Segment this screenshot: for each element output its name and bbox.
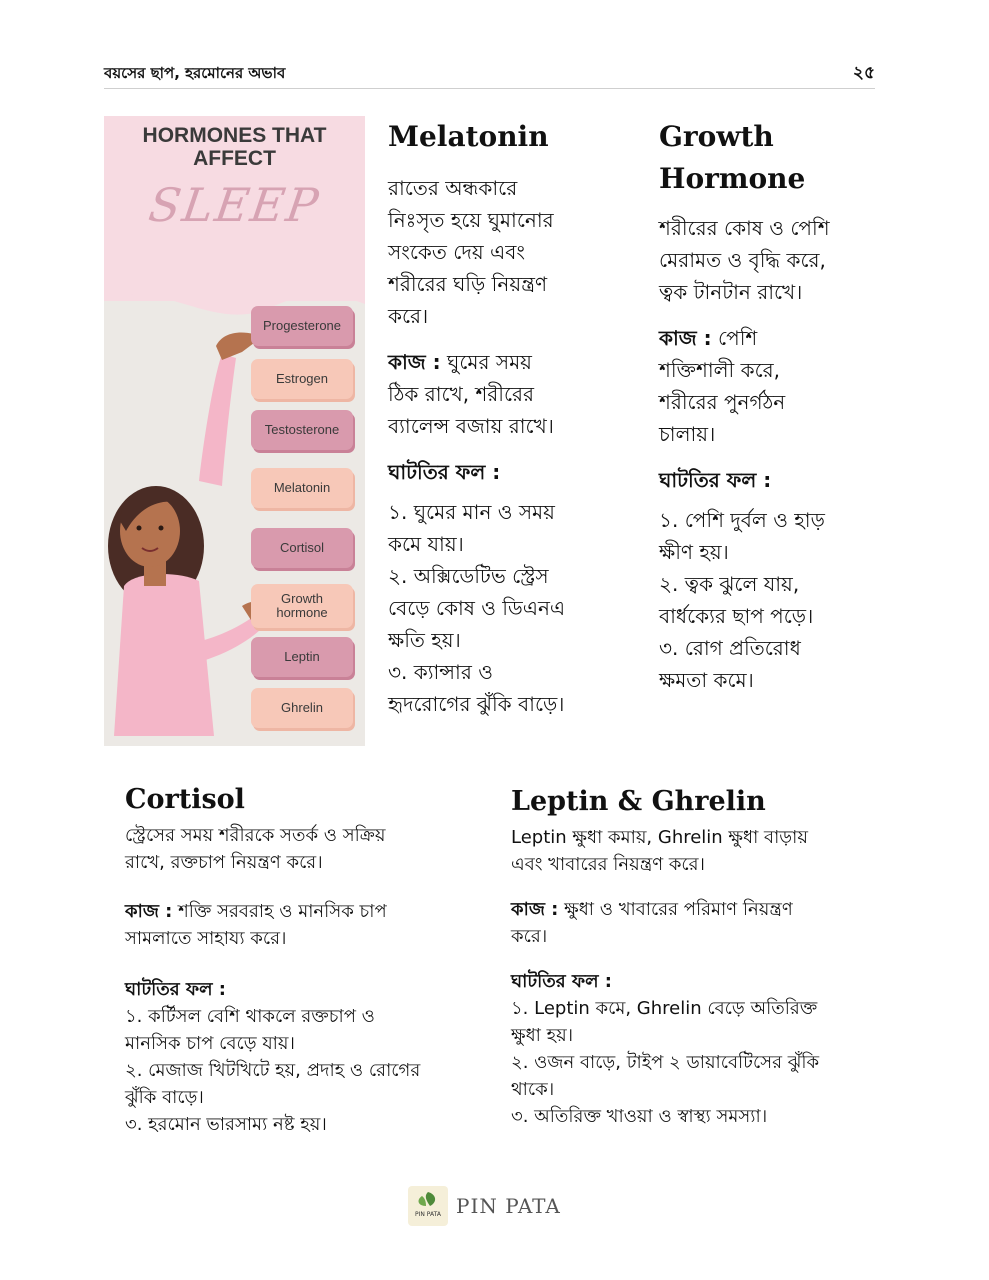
melatonin-deficit-line: ২. অক্সিডেটিভ স্ট্রেস: [388, 564, 549, 588]
leptin-work-line: করে।: [511, 926, 548, 947]
svg-text:PIN PATA: PIN PATA: [415, 1211, 441, 1218]
hormones-infographic: [104, 116, 365, 746]
melatonin-work-line: ব্যালেন্স বজায় রাখে।: [388, 414, 554, 438]
pill-ghrelin: Ghrelin: [251, 688, 353, 728]
melatonin-deficit-line: হৃদরোগের ঝুঁকি বাড়ে।: [388, 692, 565, 716]
infographic-sleep-word: SLEEP: [145, 178, 324, 232]
pin-pata-logo-icon: [408, 1186, 448, 1226]
leptin-desc-line: এবং খাবারের নিয়ন্ত্রণ করে।: [511, 854, 705, 875]
infographic-title: [104, 124, 365, 170]
growth-work-line: পেশি: [718, 326, 758, 350]
growth-deficit-line: ক্ষমতা কমে।: [659, 668, 754, 692]
cortisol-desc-line: রাখে, রক্তচাপ নিয়ন্ত্রণ করে।: [125, 852, 323, 873]
melatonin-work-line: ঘুমের সময়: [447, 350, 532, 374]
leptin-ghrelin-heading: Leptin & Ghrelin: [511, 786, 766, 817]
melatonin-body: [388, 172, 628, 720]
growth-deficit-line: ২. ত্বক ঝুলে যায়,: [659, 572, 800, 596]
growth-hormone-heading: [659, 116, 805, 200]
melatonin-desc-line: নিঃসৃত হয়ে ঘুমানোর: [388, 208, 554, 232]
melatonin-desc-line: শরীরের ঘড়ি নিয়ন্ত্রণ: [388, 272, 548, 296]
cortisol-deficit-line: ২. মেজাজ খিটখিটে হয়, প্রদাহ ও রোগের: [125, 1060, 421, 1081]
leptin-ghrelin-body: [511, 824, 891, 1130]
cortisol-body: [125, 822, 495, 1138]
pill-melatonin: Melatonin: [251, 468, 353, 508]
growth-heading-line1: Growth: [659, 120, 774, 153]
growth-desc-line: ত্বক টানটান রাখে।: [659, 280, 803, 304]
leptin-desc-line: Leptin ক্ষুধা কমায়, Ghrelin ক্ষুধা বাড়ায়: [511, 827, 808, 848]
leptin-deficit-line: ২. ওজন বাড়ে, টাইপ ২ ডায়াবেটিসের ঝুঁকি: [511, 1052, 820, 1073]
growth-work-line: চালায়।: [659, 422, 716, 446]
leptin-deficit-line: ক্ষুধা হয়।: [511, 1025, 574, 1046]
growth-deficit-label: ঘাটতির ফল :: [659, 468, 772, 492]
growth-heading-line2: Hormone: [659, 162, 806, 195]
melatonin-heading: Melatonin: [388, 120, 549, 153]
melatonin-desc-line: করে।: [388, 304, 429, 328]
growth-desc-line: মেরামত ও বৃদ্ধি করে,: [659, 248, 826, 272]
page-number: ২৫: [852, 63, 875, 83]
growth-deficit-line: ক্ষীণ হয়।: [659, 540, 729, 564]
growth-work-line: শক্তিশালী করে,: [659, 358, 780, 382]
cortisol-work-line: সামলাতে সাহায্য করে।: [125, 928, 287, 949]
pill-progesterone: Progesterone: [251, 306, 353, 346]
growth-hormone-body: [659, 212, 889, 696]
melatonin-deficit-label: ঘাটতির ফল :: [388, 460, 501, 484]
cortisol-deficit-line: ৩. হরমোন ভারসাম্য নষ্ট হয়।: [125, 1114, 327, 1135]
cortisol-work-label: কাজ :: [125, 901, 173, 922]
growth-deficit-line: ১. পেশি দুর্বল ও হাড়: [659, 508, 825, 532]
pill-estrogen: Estrogen: [251, 359, 353, 399]
melatonin-desc-line: রাতের অন্ধকারে: [388, 176, 518, 200]
melatonin-work-label: কাজ :: [388, 350, 441, 374]
leptin-deficit-label: ঘাটতির ফল :: [511, 971, 613, 992]
page-footer: [408, 1186, 561, 1226]
cortisol-deficit-line: মানসিক চাপ বেড়ে যায়।: [125, 1033, 295, 1054]
melatonin-work-line: ঠিক রাখে, শরীরের: [388, 382, 535, 406]
pill-leptin: Leptin: [251, 637, 353, 677]
growth-deficit-line: বার্ধক্যের ছাপ পড়ে।: [659, 604, 814, 628]
melatonin-deficit-line: ক্ষতি হয়।: [388, 628, 461, 652]
growth-work-label: কাজ :: [659, 326, 712, 350]
cortisol-heading: Cortisol: [125, 784, 245, 815]
infographic-title-line2: AFFECT: [193, 147, 276, 170]
leptin-work-label: কাজ :: [511, 899, 559, 920]
cortisol-deficit-line: ঝুঁকি বাড়ে।: [125, 1087, 204, 1108]
leptin-deficit-line: থাকে।: [511, 1079, 555, 1100]
growth-work-line: শরীরের পুনর্গঠন: [659, 390, 786, 414]
growth-desc-line: শরীরের কোষ ও পেশি: [659, 216, 830, 240]
melatonin-deficit-line: ১. ঘুমের মান ও সময়: [388, 500, 555, 524]
brand-name: PIN PATA: [456, 1194, 561, 1218]
leptin-work-line: ক্ষুধা ও খাবারের পরিমাণ নিয়ন্ত্রণ: [564, 899, 793, 920]
pill-growth-hormone: Growth hormone: [251, 584, 353, 628]
infographic-title-line1: HORMONES THAT: [142, 124, 327, 147]
melatonin-deficit-line: কমে যায়।: [388, 532, 464, 556]
cortisol-work-line: শক্তি সরবরাহ ও মানসিক চাপ: [178, 901, 387, 922]
leptin-deficit-line: ১. Leptin কমে, Ghrelin বেড়ে অতিরিক্ত: [511, 998, 818, 1019]
growth-deficit-line: ৩. রোগ প্রতিরোধ: [659, 636, 801, 660]
pill-cortisol: Cortisol: [251, 528, 353, 568]
running-title: বয়সের ছাপ, হরমোনের অভাব: [104, 64, 286, 82]
cortisol-deficit-line: ১. কর্টিসল বেশি থাকলে রক্তচাপ ও: [125, 1006, 375, 1027]
page-header: [104, 60, 875, 89]
pill-testosterone: Testosterone: [251, 410, 353, 450]
cortisol-desc-line: স্ট্রেসের সময় শরীরকে সতর্ক ও সক্রিয়: [125, 825, 386, 846]
melatonin-deficit-line: বেড়ে কোষ ও ডিএনএ: [388, 596, 566, 620]
melatonin-desc-line: সংকেত দেয় এবং: [388, 240, 525, 264]
leptin-deficit-line: ৩. অতিরিক্ত খাওয়া ও স্বাস্থ্য সমস্যা।: [511, 1106, 768, 1127]
melatonin-deficit-line: ৩. ক্যান্সার ও: [388, 660, 493, 684]
cortisol-deficit-label: ঘাটতির ফল :: [125, 979, 227, 1000]
